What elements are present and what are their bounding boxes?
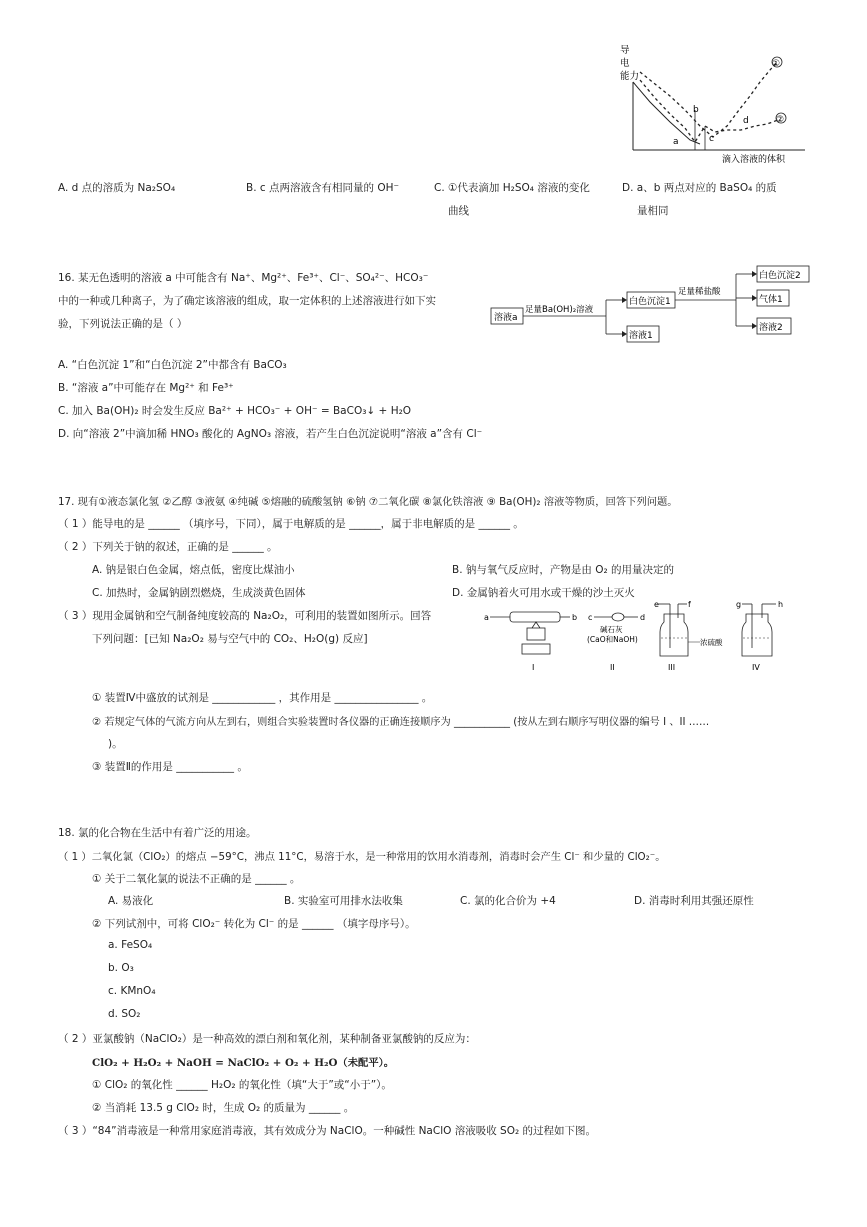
q18-reagent-c: c. KMnO₄ (108, 985, 156, 997)
flow-reagent-2: 足量稀盐酸 (678, 287, 721, 297)
flow-reagent-1: 足量Ba(OH)₂溶液 (525, 305, 594, 315)
q16-stem-line1: 16. 某无色透明的溶液 a 中可能含有 Na⁺、Mg²⁺、Fe³⁺、Cl⁻、SO₄²⁻、HCO₃⁻ (58, 272, 429, 284)
flow-white-precipitate-1: 白色沉淀1 (629, 297, 671, 307)
q17-part-2-option-b: B. 钠与氧气反应时，产物是由 O₂ 的用量决定的 (452, 564, 675, 576)
conc-sulfuric-acid-label: 浓硫酸 (700, 638, 723, 647)
q17-sub-3: ③ 装置Ⅱ的作用是 ___________ 。 (92, 761, 248, 773)
q18-reagent-b: b. O₃ (108, 962, 134, 974)
port-e: e (654, 600, 659, 609)
flow-solution-1: 溶液1 (629, 331, 653, 341)
q18-part-2-sub-2: ② 当消耗 13.5 g ClO₂ 时，生成 O₂ 的质量为 ______ 。 (92, 1102, 355, 1114)
q16-option-c: C. 加入 Ba(OH)₂ 时会发生反应 Ba²⁺ + HCO₃⁻ + OH⁻ = BaCO₃↓ + H₂O (58, 405, 412, 417)
flow-gas-1: 气体1 (759, 295, 783, 305)
port-b: b (572, 613, 578, 622)
q17-stem: 17. 现有①液态氯化氢 ②乙醇 ③液氨 ④纯碱 ⑤熔融的硫酸氢钠 ⑥钠 ⑦二氧化碳 ⑧氯化铁溶液 ⑨ Ba(OH)₂ 溶液等物质，回答下列问题。 (58, 496, 678, 508)
graph-ylabel-2: 电 (620, 58, 630, 69)
port-a: a (484, 613, 489, 622)
q18-part-2: （ 2 ）亚氯酸钠（NaClO₂）是一种高效的漂白剂和氧化剂，某种制备亚氯酸钠的反应为： (58, 1033, 476, 1045)
q15-option-a: A. d 点的溶质为 Na₂SO₄ (58, 182, 176, 194)
port-g: g (736, 600, 742, 609)
q16-option-b: B. “溶液 a”中可能存在 Mg²⁺ 和 Fe³⁺ (58, 382, 234, 394)
q15-option-c-line2: 曲线 (448, 205, 469, 217)
q18-equation: ClO₂ + H₂O₂ + NaOH = NaClO₂ + O₂ + H₂O（未配平）。 (92, 1057, 395, 1069)
graph-xlabel: 滴入溶液的体积 (722, 155, 786, 165)
conductivity-graph (615, 40, 815, 166)
q15-option-c-line1: C. ①代表滴加 H₂SO₄ 溶液的变化 (434, 182, 590, 194)
q18-part-1-option-a: A. 易液化 (108, 895, 154, 907)
curve-2-label: ② (776, 115, 785, 125)
graph-ylabel-3: 能力 (620, 71, 640, 82)
q16-stem-line3: 验，下列说法正确的是（ ） (58, 318, 188, 330)
q17-part-2: （ 2 ）下列关于钠的叙述，正确的是 ______ 。 (58, 541, 278, 553)
soda-lime-label: 碱石灰 (600, 625, 623, 634)
curve-1-label: ① (772, 59, 781, 69)
q16-stem-line2: 中的一种或几种离子，为了确定该溶液的组成，取一定体积的上述溶液进行如下实 (58, 295, 436, 307)
q16-flow-diagram (488, 262, 813, 344)
q17-part-3-line2: 下列问题：[已知 Na₂O₂ 易与空气中的 CO₂、H₂O(g) 反应] (92, 633, 368, 645)
q15-option-b: B. c 点两溶液含有相同量的 OH⁻ (246, 182, 400, 194)
q18-part-1: （ 1 ）二氧化氯（ClO₂）的熔点 −59°C，沸点 11°C，易溶于水，是一种常用的饮用水消毒剂，消毒时会产生 Cl⁻ 和少量的 ClO₂⁻。 (58, 851, 666, 863)
point-d: d (743, 116, 749, 126)
q17-sub-2-line1: ② 若规定气体的气流方向从左到右，则组合实验装置时各仪器的正确连接顺序为 ___________ (按从左到右顺序写明仪器的编号 I 、II …… (92, 717, 710, 728)
point-c: c (709, 134, 714, 144)
q17-part-2-option-c: C. 加热时，金属钠剧烈燃烧，生成淡黄色固体 (92, 587, 306, 599)
q18-reagent-a: a. FeSO₄ (108, 939, 153, 951)
graph-ylabel-1: 导 (620, 45, 630, 56)
q17-sub-1: ① 装置Ⅳ中盛放的试剂是 ____________ ，其作用是 ________________ 。 (92, 692, 433, 704)
q16-option-d: D. 向“溶液 2”中滴加稀 HNO₃ 酸化的 AgNO₃ 溶液，若产生白色沉淀说明“溶液 a”含有 Cl⁻ (58, 428, 483, 440)
q17-sub-2-line2: )。 (108, 738, 123, 750)
q18-part-1-sub-1: ① 关于二氧化氯的说法不正确的是 ______ 。 (92, 873, 301, 885)
flow-solution-a: 溶液a (494, 313, 518, 323)
q17-part-2-option-d: D. 金属钠着火可用水或干燥的沙土灭火 (452, 587, 635, 599)
q17-part-2-option-a: A. 钠是银白色金属，熔点低，密度比煤油小 (92, 564, 295, 576)
apparatus-label-iv: IV (752, 663, 760, 672)
q15-option-d-line1: D. a、b 两点对应的 BaSO₄ 的质 (622, 182, 777, 194)
point-a: a (673, 137, 679, 147)
q18-reagent-d: d. SO₂ (108, 1008, 141, 1020)
q15-option-d-line2: 量相同 (637, 205, 669, 217)
q18-part-3: （ 3 ）“84”消毒液是一种常用家庭消毒液，其有效成分为 NaClO。一种碱性 NaClO 溶液吸收 SO₂ 的过程如下图。 (58, 1125, 597, 1137)
q17-part-1: （ 1 ）能导电的是 ______ （填序号，下同），属于电解质的是 ______，属于非电解质的是 ______ 。 (58, 518, 524, 530)
q16-option-a: A. “白色沉淀 1”和“白色沉淀 2”中都含有 BaCO₃ (58, 359, 287, 371)
point-b: b (693, 105, 699, 115)
curve-1 (640, 62, 777, 137)
q17-part-3-line1: （ 3 ）现用金属钠和空气制备纯度较高的 Na₂O₂，可利用的装置如图所示。回答 (58, 610, 432, 622)
apparatus-label-ii: II (610, 663, 615, 672)
q17-apparatus-diagram (482, 598, 812, 676)
port-f: f (688, 600, 691, 609)
soda-lime-composition: (CaO和NaOH) (587, 635, 638, 644)
q18-stem: 18. 氯的化合物在生活中有着广泛的用途。 (58, 827, 257, 839)
q18-part-1-option-c: C. 氯的化合价为 +4 (460, 895, 556, 907)
q18-part-1-sub-2: ② 下列试剂中，可将 ClO₂⁻ 转化为 Cl⁻ 的是 ______ （填字母序号）。 (92, 918, 416, 930)
apparatus-label-iii: III (668, 663, 676, 672)
flow-white-precipitate-2: 白色沉淀2 (759, 271, 801, 281)
apparatus-label-i: I (532, 663, 535, 672)
port-h: h (778, 600, 784, 609)
port-d: d (640, 613, 646, 622)
q18-part-1-option-b: B. 实验室可用排水法收集 (284, 895, 403, 907)
q18-part-2-sub-1: ① ClO₂ 的氧化性 ______ H₂O₂ 的氧化性（填“大于”或“小于”）。 (92, 1079, 392, 1091)
port-c: c (588, 613, 593, 622)
q18-part-1-option-d: D. 消毒时利用其强还原性 (634, 895, 754, 907)
flow-solution-2: 溶液2 (759, 323, 783, 333)
